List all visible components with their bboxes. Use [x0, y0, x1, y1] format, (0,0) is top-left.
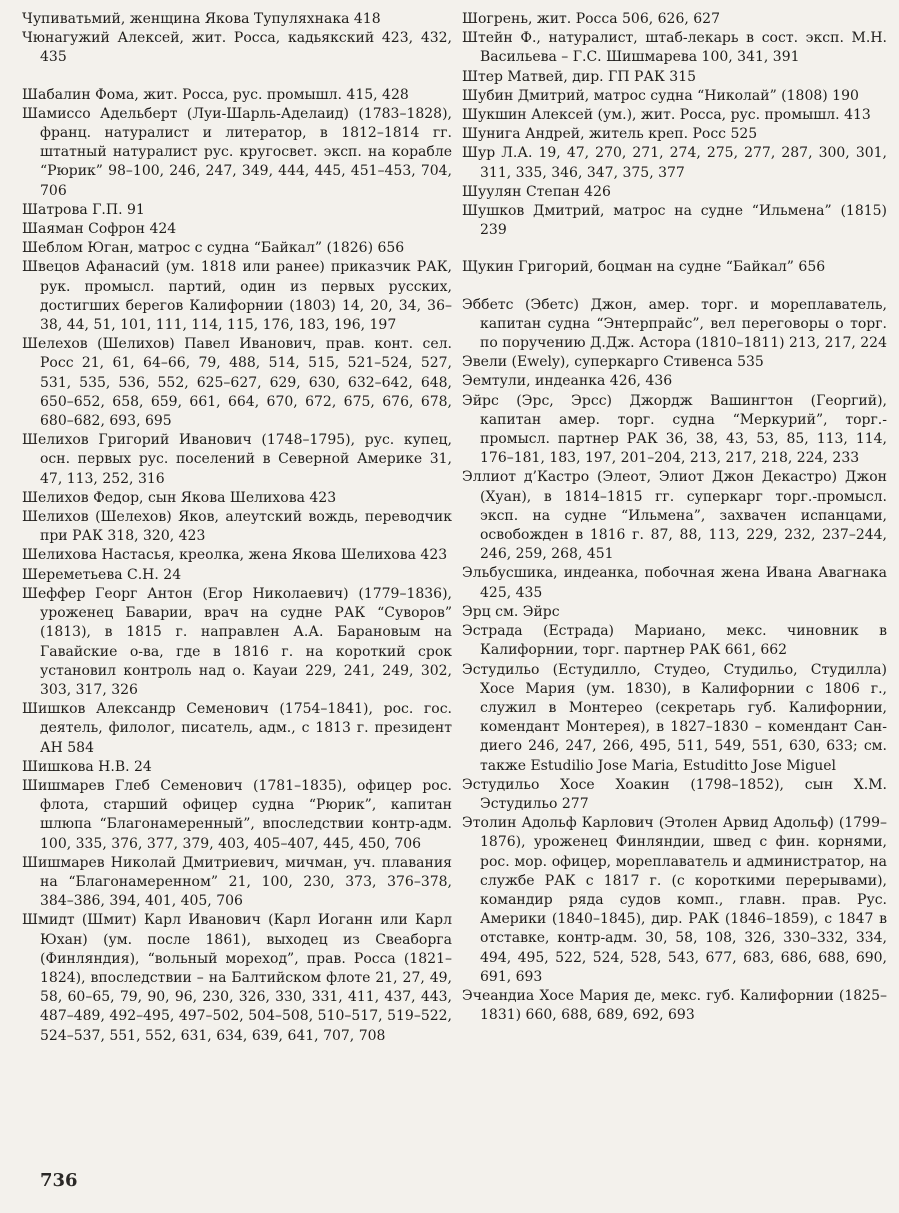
index-entry: Швецов Афанасий (ум. 1818 или ранее) приказчик РАК, рук. промысл. партий, один из первых русских, достигших берегов Калифорнии (1803) 14, 20, 34, 36–38, 44, 51, 101, 111, 114, 115, 176, 183, 196, 197 [22, 259, 452, 334]
index-entry: Шубин Дмитрий, матрос судна “Николай” (1808) 190 [462, 87, 859, 104]
index-entry: Чупиватьмий, женщина Якова Тупуляхнака 418 [22, 11, 381, 27]
index-entry: Шереметьева С.Н. 24 [22, 566, 182, 583]
index-entry: Шабалин Фома, жит. Росса, рус. промышл. 415, 428 [22, 86, 409, 103]
index-entry: Эльбусшика, индеанка, побочная жена Ивана Авагнака 425, 435 [462, 565, 887, 601]
index-entry: Шуулян Степан 426 [462, 183, 611, 200]
index-entry: Шишкова Н.В. 24 [22, 758, 152, 775]
index-entry: Эйрс (Эрс, Эрсс) Джордж Вашингтон (Георгий), капитан амер. торг. судна “Меркурий”, торг.-промысл. партнер РАК 36, 38, 43, 53, 85, 113, 114, 176–181, 183, 197, 201–204, 213, 217, 218, 224, 233 [462, 392, 887, 467]
index-entry: Шишмарев Николай Дмитриевич, мичман, уч. плавания на “Благонамеренном” 21, 100, 230, 373, 376–378, 384–386, 394, 401, 405, 706 [22, 854, 452, 910]
index-entry: Этолин Адольф Карлович (Этолен Арвид Адольф) (1799–1876), уроженец Финляндии, швед с фин. корнями, рос. мор. офицер, мореплаватель и администратор, на службе РАК с 1817 г. (с короткими перерывами), командир ряда судов комп., главн. прав. Рус. Америки (1840–1845), дир. РАК (1846–1859), с 1847 в отставке, контр-адм. 30, 58, 108, 326, 330–332, 334, 494, 495, 522, 524, 528, 543, 677, 683, 686, 688, 690, 691, 693 [462, 815, 887, 985]
index-entry: Штер Матвей, дир. ГП РАК 315 [462, 68, 697, 85]
index-entry: Эстрада (Естрада) Мариано, мекс. чиновник в Калифорнии, торг. партнер РАК 661, 662 [462, 623, 887, 659]
index-entry: Чюнагужий Алексей, жит. Росса, кадьякский 423, 432, 435 [22, 30, 452, 66]
index-entry: Шукшин Алексей (ум.), жит. Росса, рус. промышл. 413 [462, 107, 871, 124]
index-entry: Шаяман Софрон 424 [22, 221, 177, 238]
index-entry: Эвели (Ewely), суперкарго Стивенса 535 [462, 354, 764, 371]
index-entry: Шушков Дмитрий, матрос на судне “Ильмена” (1815) 239 [462, 203, 887, 239]
index-entry: Шатрова Г.П. 91 [22, 201, 145, 218]
index-entry: Шелихов Григорий Иванович (1748–1795), рус. купец, осн. первых рус. поселений в Северной Америке 31, 47, 113, 252, 316 [22, 432, 452, 487]
index-entry: Шмидт (Шмит) Карл Иванович (Карл Иоганн или Карл Юхан) (ум. после 1861), выходец из Свеаборга (Финляндия), “вольный мореход”, прав. Росса (1821–1824), впоследствии – на Балтийском флоте 21, 27, 49, 58, 60–65, 79, 90, 96, 230, 326, 330, 331, 411, 437, 443, 487–489, 492–495, 497–502, 504–508, 510–517, 519–522, 524–537, 551, 552, 631, 634, 639, 641, 707, 708 [22, 912, 452, 1044]
index-entry: Эчеандиа Хосе Мария де, мекс. губ. Калифорнии (1825–1831) 660, 688, 689, 692, 693 [462, 987, 887, 1024]
index-entry: Шелихов Федор, сын Якова Шелихова 423 [22, 489, 337, 506]
index-entry: Эллиот д’Кастро (Элеот, Элиот Джон Декастро) Джон (Хуан), в 1814–1815 гг. суперкарг торг.-промысл. эксп. на судне “Ильмена”, захвачен испанцами, освобожден в 1816 г. 87, 88, 113, 229, 232, 237–244, 246, 259, 268, 451 [462, 469, 887, 563]
index-entry: Щукин Григорий, боцман на судне “Байкал” 656 [462, 259, 826, 276]
page-number: 736 [40, 1170, 78, 1191]
index-entry: Шелихов (Шелехов) Яков, алеутский вождь, переводчик при РАК 318, 320, 423 [22, 509, 452, 545]
index-entry: Шелехов (Шелихов) Павел Иванович, прав. конт. сел. Росс 21, 61, 64–66, 79, 488, 514, 515, 521–524, 527, 531, 535, 536, 552, 625–627, 629, 630, 632–642, 648, 650–652, 658, 659, 661, 664, 670, 672, 675, 676, 678, 680–682, 693, 695 [22, 336, 452, 430]
index-entry: Шишмарев Глеб Семенович (1781–1835), офицер рос. флота, старший офицер судна “Рюрик”, капитан шлюпа “Благонамеренный”, впоследствии контр-адм. 100, 335, 376, 377, 379, 403, 405–407, 445, 450, 706 [22, 777, 452, 852]
index-entry: Шур Л.А. 19, 47, 270, 271, 274, 275, 277, 287, 300, 301, 311, 335, 346, 347, 375, 377 [462, 145, 887, 181]
index-entry: Эемтули, индеанка 426, 436 [462, 373, 673, 390]
index-entry: Шеблом Юган, матрос с судна “Байкал” (1826) 656 [22, 240, 405, 257]
index-entry: Шеффер Георг Антон (Егор Николаевич) (1779–1836), уроженец Баварии, врач на судне РАК “Суворов” (1813), в 1815 г. направлен А.А. Барановым на Гавайские о-ва, где в 1816 г. на короткий срок установил контроль над о. Кауаи 229, 241, 249, 302, 303, 317, 326 [22, 585, 452, 698]
left-column [22, 10, 452, 1046]
index-entry: Шунига Андрей, житель креп. Росс 525 [462, 126, 758, 143]
index-entry: Шелихова Настасья, креолка, жена Якова Шелихова 423 [22, 547, 448, 564]
index-entry: Эстудильо Хосе Хоакин (1798–1852), сын Х.М. Эстудильо 277 [462, 776, 887, 812]
index-entry: Эббетс (Эбетс) Джон, амер. торг. и мореплаватель, капитан судна “Энтерпрайс”, вел переговоры о торг. по поручению Д.Дж. Астора (1810–1811) 213, 217, 224 [462, 296, 887, 352]
index-entry: Шогрень, жит. Росса 506, 626, 627 [462, 11, 720, 27]
index-entry: Шамиссо Адельберт (Луи-Шарль-Аделаид) (1783–1828), франц. натуралист и литератор, в 1812–1814 гг. штатный натуралист рус. кругосвет. эксп. на корабле “Рюрик” 98–100, 246, 247, 349, 444, 445, 451–453, 704, 706 [22, 105, 452, 199]
right-column [462, 10, 887, 1025]
index-entry: Шишков Александр Семенович (1754–1841), рос. гос. деятель, филолог, писатель, адм., с 1813 г. президент АН 584 [22, 701, 452, 756]
index-entry: Эстудильо (Естудилло, Студео, Студильо, Студилла) Хосе Мария (ум. 1830), в Калифорнии с 1806 г., служил в Монтерео (секретарь губ. Калифорнии, комендант Монтерея), в 1827–1830 – комендант Сан-диего 246, 247, 266, 495, 511, 549, 551, 630, 633; см. также Estudilio Jose Maria, Estuditto Jose Miguel [462, 661, 887, 774]
index-entry: Эрц см. Эйрс [462, 603, 560, 620]
index-entry: Штейн Ф., натуралист, штаб-лекарь в сост. эксп. М.Н. Васильева – Г.С. Шишмарева 100, 341, 391 [462, 30, 887, 66]
